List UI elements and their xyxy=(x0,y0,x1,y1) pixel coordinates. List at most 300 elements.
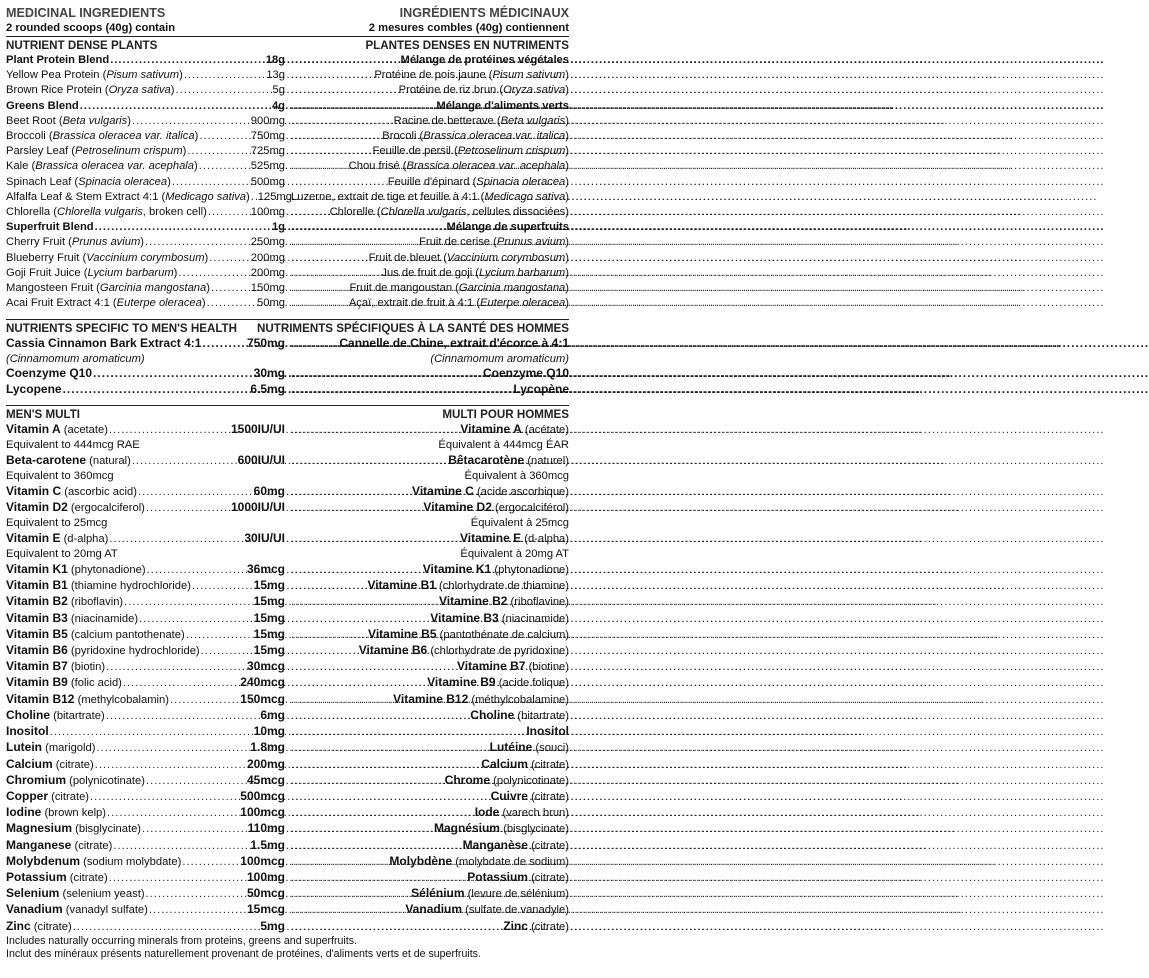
nutrient-bold-name: Zinc xyxy=(503,918,528,933)
ingredient-name xyxy=(6,296,206,311)
multi-fr-column xyxy=(290,422,569,935)
multi-row-fr xyxy=(290,902,569,918)
leader-dots xyxy=(291,220,446,235)
ingredient-common-name: Broccoli ( xyxy=(6,130,53,143)
leader-dots xyxy=(142,822,247,837)
multi-row-fr xyxy=(290,531,569,547)
nutrient-name xyxy=(470,708,569,724)
leader-dots xyxy=(209,251,250,266)
ingredient-name xyxy=(349,296,569,311)
leader-dots xyxy=(284,190,290,205)
multi-row-en xyxy=(6,659,285,675)
ingredient-name xyxy=(6,129,198,144)
plant-row-fr xyxy=(290,190,569,205)
leader-dots xyxy=(291,266,380,281)
nutrient-bold-name: Inositol xyxy=(526,724,569,739)
nutrient-form: (bisglycinate) xyxy=(499,823,569,836)
nutrient-name xyxy=(393,692,569,708)
leader-dots xyxy=(291,887,410,902)
leader-dots xyxy=(182,855,239,870)
nutrient-form: (citrate) xyxy=(48,790,90,803)
nutrient-bold-name: Vitamine D2 xyxy=(423,500,492,515)
multi-row-en xyxy=(6,453,285,469)
nutrient-amount: 100mg xyxy=(246,869,285,884)
multi-row-en xyxy=(6,773,285,789)
multi-row-fr xyxy=(290,773,569,789)
nutrient-bold-name: Sélénium xyxy=(411,886,465,901)
nutrient-equivalent: Equivalent to 444mcg RAE xyxy=(6,439,140,452)
nutrient-name xyxy=(457,659,569,675)
nutrient-equivalent: Equivalent to 20mg AT xyxy=(6,548,118,561)
nutrient-form: (molybdate de sodium) xyxy=(452,855,569,868)
nutrient-name xyxy=(6,854,181,870)
ingredient-common-name: Brown Rice Protein ( xyxy=(6,84,109,97)
nutrient-name xyxy=(6,870,108,886)
leader-dots xyxy=(291,83,398,98)
nutrient-amount: 1500IU/UI xyxy=(230,421,285,436)
multi-row-fr xyxy=(290,740,569,756)
leader-dots xyxy=(291,454,447,469)
plant-row-en xyxy=(6,175,285,190)
ingredient-latin-name: Prunus avium xyxy=(71,236,141,249)
multi-row-fr xyxy=(290,611,569,627)
ingredient-latin-name: Brassica oleracea var. italica xyxy=(52,130,195,143)
nutrient-bold-name: Inositol xyxy=(6,724,49,739)
ingredient-name xyxy=(374,68,569,83)
nutrient-name xyxy=(6,886,145,902)
nutrient-bold-name: Vitamine C xyxy=(412,483,474,498)
nutrient-bold-name: Molybdène xyxy=(389,853,453,868)
nutrient-form: (phytonadione) xyxy=(491,564,569,577)
multi-row-en xyxy=(6,740,285,756)
ingredient-name-close: ) xyxy=(140,236,145,249)
nutrient-name xyxy=(6,484,137,500)
ingredient-latin-name: Brassica oleracea var. acephala xyxy=(35,160,195,173)
ingredient-latin-name: Euterpe oleracea xyxy=(116,297,202,310)
nutrient-bold-name: Vitamin B6 xyxy=(6,643,68,658)
nutrient-bold-name: Manganèse xyxy=(462,837,528,852)
multi-row-en xyxy=(6,805,285,821)
nutrient-bold-name: Iode xyxy=(474,805,500,820)
nutrient-name xyxy=(6,659,105,675)
fr-title: INGRÉDIENTS MÉDICINAUX xyxy=(399,6,569,20)
ingredient-latin-name: Pisum sativum xyxy=(106,69,180,82)
nutrient-name xyxy=(427,675,569,691)
multi-row-en xyxy=(6,562,285,578)
ingredient-name xyxy=(394,114,569,129)
ingredient-common-name: Yellow Pea Protein ( xyxy=(6,69,107,82)
ingredient-common-name: Acai Fruit Extract 4:1 ( xyxy=(6,297,117,310)
leader-dots xyxy=(95,758,246,773)
mens-health-en-column xyxy=(6,336,285,396)
ingredient-name-close: ) xyxy=(565,190,569,203)
nutrient-name xyxy=(439,594,569,610)
leader-dots xyxy=(192,579,253,594)
ingredient-amount: 125mg xyxy=(257,190,292,203)
leader-dots xyxy=(291,532,459,547)
ingredient-common-name: Fruit de cerise ( xyxy=(419,236,497,249)
ingredient-name xyxy=(447,220,569,235)
leader-dots xyxy=(291,296,348,311)
nutrient-amount: 30IU/UI xyxy=(244,531,285,546)
nutrient-name xyxy=(6,611,138,627)
leader-dots xyxy=(199,159,250,174)
leader-dots xyxy=(291,175,387,190)
nutrient-bold-name: Lutéine xyxy=(489,740,533,755)
leader-dots xyxy=(80,99,271,114)
leader-dots xyxy=(149,903,246,918)
nutrient-bold-name: Vitamine B5 xyxy=(368,626,437,641)
nutrient-form: (chlorhydrate de thiamine) xyxy=(435,580,569,593)
ingredient-common-name: Protéine de riz brun ( xyxy=(398,84,504,97)
nutrient-form: (citrate) xyxy=(527,758,569,771)
nutrient-name xyxy=(367,578,569,594)
nutrient-form: (sodium molybdate) xyxy=(80,855,182,868)
nutrient-name xyxy=(475,805,569,821)
ingredient-latin-name: Beta vulgaris xyxy=(500,114,566,127)
ingredient-latin-name: Spinacia oleracea xyxy=(476,175,566,188)
nutrient-bold-name: Vitamin E xyxy=(6,531,61,546)
nutrient-form: (bitartrate) xyxy=(50,709,105,722)
plant-row-fr xyxy=(290,129,569,144)
multi-row-en xyxy=(6,870,285,886)
multi-heading xyxy=(6,407,569,422)
multi-row-fr xyxy=(290,870,569,886)
leader-dots xyxy=(109,532,243,547)
ingredient-name xyxy=(6,144,186,159)
leader-dots xyxy=(291,709,469,724)
nutrient-amount: 10mg xyxy=(253,724,285,739)
nutrient-form: (ergocalciferol) xyxy=(67,502,145,515)
nutrient-name xyxy=(6,805,106,821)
leader-dots xyxy=(291,903,404,918)
plants-en-column xyxy=(6,53,292,311)
nutrient-form: (varech brun) xyxy=(499,807,569,820)
nutrient-form: (polynicotinate) xyxy=(66,774,145,787)
leader-dots xyxy=(291,99,435,114)
ingredient-latin-name: Beta vulgaris xyxy=(62,114,128,127)
nutrient-name xyxy=(481,757,569,773)
nutrient-bold-name: Vitamin B12 xyxy=(6,691,75,706)
ingredient-name xyxy=(373,144,569,159)
nutrient-amount: 240mcg xyxy=(240,675,285,690)
divider xyxy=(6,405,569,406)
ingredient-latin-name: Vaccinium corymbosum xyxy=(446,251,566,264)
mens-health-table xyxy=(6,336,569,396)
ingredient-latin-name: Oryza sativa xyxy=(503,84,566,97)
nutrient-amount: 50mcg xyxy=(246,886,285,901)
leader-dots xyxy=(145,235,250,250)
leader-dots xyxy=(138,485,253,500)
plant-row-en xyxy=(6,99,285,114)
nutrient-form: (bitartrate) xyxy=(514,709,569,722)
nutrient-form: (methylcobalamin) xyxy=(74,693,169,706)
nutrient-form: (acetate) xyxy=(60,423,108,436)
ingredient-common-name: Mélange de superfruits xyxy=(446,221,569,234)
plant-row-fr xyxy=(290,175,569,190)
ingredient-latin-name: Vaccinium corymbosum xyxy=(86,251,205,264)
multi-row-en xyxy=(6,422,285,438)
nutrient-name xyxy=(491,789,569,805)
leader-dots xyxy=(291,612,429,627)
plant-row-fr xyxy=(290,144,569,159)
nutrient-name xyxy=(526,724,569,740)
ingredient-common-name: Superfruit Blend xyxy=(6,221,94,234)
mens-health-heading xyxy=(6,321,569,336)
nutrient-bold-name: Bêtacarotène xyxy=(448,452,525,467)
nutrient-name xyxy=(6,643,200,659)
nutrient-name xyxy=(490,740,569,756)
ingredient-name-close: ) xyxy=(194,130,199,143)
nutrient-name xyxy=(6,562,146,578)
nutrient-name xyxy=(6,789,89,805)
nutrient-name xyxy=(6,422,108,438)
nutrient-name xyxy=(6,838,112,854)
divider xyxy=(6,36,569,37)
nutrient-amount: 15mg xyxy=(253,594,285,609)
plant-row-en xyxy=(6,296,285,311)
nutrient-amount: 100mcg xyxy=(240,853,285,868)
cinnamon-latin-fr: (Cinnamomum aromaticum) xyxy=(430,352,569,365)
ingredient-latin-name: Garcinia mangostana xyxy=(458,282,566,295)
nutrient-form: (citrate) xyxy=(527,871,569,884)
plants-table xyxy=(6,53,569,311)
ingredient-name-close: ) xyxy=(206,282,210,295)
nutrient-form: (citrate) xyxy=(527,920,569,933)
nutrient-bold-name: Vitamine B7 xyxy=(456,659,526,674)
nutrient-bold-name: Molybdenum xyxy=(6,853,80,868)
ingredient-latin-name: Brassica oleracea var. italica xyxy=(423,130,566,143)
leader-dots xyxy=(199,129,249,144)
ingredient-latin-name: Garcinia mangostana xyxy=(99,282,207,295)
ingredient-name xyxy=(6,235,144,250)
multi-row-en xyxy=(6,757,285,773)
leader-dots xyxy=(291,68,373,83)
nutrient-form: (phytonadione) xyxy=(67,564,146,577)
plant-row-en xyxy=(6,159,285,174)
ingredient-name xyxy=(6,220,94,235)
coq10-row-fr: ..... Coenzyme Q10 xyxy=(290,366,569,381)
ingredient-common-name: Luzerne, extrait de tige et feuille à 4:1 ( xyxy=(291,190,485,203)
leader-dots xyxy=(291,144,372,159)
nutrient-name xyxy=(412,484,569,500)
plant-row-en xyxy=(6,53,285,68)
ingredient-latin-name: Medicago sativa xyxy=(484,190,566,203)
en-serving: 2 rounded scoops (40g) contain xyxy=(6,22,176,34)
ingredient-amount: 1g xyxy=(271,221,285,234)
leader-dots xyxy=(291,839,462,854)
ingredient-common-name: Blueberry Fruit ( xyxy=(6,251,87,264)
leader-dots xyxy=(139,612,253,627)
nutrient-bold-name: Vitamin B9 xyxy=(6,675,68,690)
leader-dots xyxy=(291,114,393,129)
nutrient-bold-name: Vanadium xyxy=(6,902,63,917)
ingredient-name xyxy=(399,83,569,98)
nutrient-amount: 45mcg xyxy=(246,772,285,787)
multi-row-en xyxy=(6,821,285,837)
nutrient-bold-name: Manganese xyxy=(6,837,72,852)
leader-dots xyxy=(170,693,239,708)
multi-en-column xyxy=(6,422,285,935)
leader-dots xyxy=(291,205,329,220)
plant-row-en xyxy=(6,281,285,296)
leader-dots xyxy=(211,281,250,296)
nutrient-bold-name: Vitamin B7 xyxy=(6,659,68,674)
ingredient-name xyxy=(6,68,183,83)
ingredient-amount: 500mg xyxy=(250,175,285,188)
multi-row-fr xyxy=(290,692,569,708)
ingredient-name-close: ) xyxy=(565,251,569,264)
ingredient-name xyxy=(349,281,569,296)
nutrient-name xyxy=(6,531,108,547)
ingredient-name xyxy=(6,83,175,98)
ingredient-amount: 200mg xyxy=(250,251,285,264)
nutrient-form: (riboflavine) xyxy=(507,596,569,609)
nutrient-form: (acide folique) xyxy=(495,677,569,690)
multi-row-en xyxy=(6,886,285,902)
ingredient-name-close: ) xyxy=(204,251,209,264)
ingredient-amount: 50mg xyxy=(257,297,285,310)
ingredient-latin-name: Chlorella vulgaris xyxy=(56,206,143,219)
leader-dots xyxy=(208,205,250,220)
multi-row-fr xyxy=(290,886,569,902)
nutrient-bold-name: Cuivre xyxy=(490,788,528,803)
nutrient-bold-name: Lutein xyxy=(6,740,42,755)
coq10-row-en: Coenzyme Q10 ..... 30mg xyxy=(6,366,285,381)
nutrient-name xyxy=(359,643,569,659)
nutrient-form: (naturel) xyxy=(524,454,569,467)
leader-dots xyxy=(123,676,239,691)
multi-row-en xyxy=(6,627,285,643)
plant-row-en xyxy=(6,83,285,98)
leader-dots xyxy=(186,628,253,643)
nutrient-bold-name: Vitamin B2 xyxy=(6,594,68,609)
multi-row-en xyxy=(6,789,285,805)
nutrient-name xyxy=(6,773,145,789)
multi-row-fr xyxy=(290,821,569,837)
multi-table xyxy=(6,422,569,935)
ingredient-name-close: ) xyxy=(246,190,250,203)
nutrient-bold-name: Iodine xyxy=(6,805,42,820)
plant-row-en xyxy=(6,251,285,266)
mens-health-fr-column xyxy=(290,336,569,396)
ingredient-common-name: Goji Fruit Juice ( xyxy=(6,266,88,279)
nutrient-bold-name: Chromium xyxy=(6,772,66,787)
nutrient-bold-name: Magnesium xyxy=(6,821,73,836)
ingredient-latin-name: Euterpe oleracea xyxy=(480,297,566,310)
multi-row-en xyxy=(6,675,285,691)
ingredient-name-close: ) xyxy=(167,175,171,188)
ingredient-name-close: ) xyxy=(565,145,569,158)
multi-row-en xyxy=(6,902,285,918)
nutrient-form: (biotine) xyxy=(525,661,569,674)
nutrient-name xyxy=(445,773,569,789)
nutrient-amount: 5mg xyxy=(260,918,285,933)
ingredient-name xyxy=(6,114,131,129)
multi-row-en xyxy=(6,643,285,659)
plant-row-fr xyxy=(290,114,569,129)
ingredient-label xyxy=(6,6,569,961)
nutrient-name xyxy=(6,453,131,469)
nutrient-name xyxy=(467,870,569,886)
ingredient-name xyxy=(401,53,570,68)
ingredient-name-close: ) xyxy=(182,145,187,158)
leader-dots xyxy=(291,501,422,516)
nutrient-name xyxy=(6,919,72,935)
nutrient-name xyxy=(6,724,49,740)
nutrient-amount: 15mg xyxy=(253,610,285,625)
nutrient-bold-name: Vitamine B3 xyxy=(430,610,499,625)
nutrient-form: (riboflavin) xyxy=(67,596,124,609)
nutrient-amount: 150mcg xyxy=(240,691,285,706)
leader-dots xyxy=(291,423,459,438)
multi-row-en xyxy=(6,724,285,740)
nutrient-amount: 15mg xyxy=(253,643,285,658)
nutrient-bold-name: Potassium xyxy=(467,869,528,884)
nutrient-form: (acide ascorbique) xyxy=(473,485,569,498)
ingredient-name-close: ) xyxy=(565,84,569,97)
ingredient-name-close: ) xyxy=(173,266,178,279)
header-titles xyxy=(6,6,569,21)
leader-dots xyxy=(291,725,525,740)
multi-row-en xyxy=(6,854,285,870)
leader-dots xyxy=(291,485,411,500)
lycopene-row-en: Lycopene ..... 6.5mg xyxy=(6,382,285,397)
nutrient-form: (biotin) xyxy=(67,661,106,674)
multi-row-en xyxy=(6,708,285,724)
fr-serving: 2 mesures combles (40g) contiennent xyxy=(368,22,569,34)
nutrient-bold-name: Zinc xyxy=(6,918,31,933)
multi-row-fr xyxy=(290,708,569,724)
plant-row-fr xyxy=(290,159,569,174)
ingredient-name xyxy=(369,251,569,266)
nutrient-bold-name: Vitamine B1 xyxy=(367,578,436,593)
nutrient-form: (natural) xyxy=(86,454,131,467)
leader-dots xyxy=(110,53,265,68)
plant-row-en xyxy=(6,144,285,159)
mens-health-heading-fr: NUTRIMENTS SPÉCIFIQUES À LA SANTÉ DES HOMMES xyxy=(257,322,569,336)
ingredient-name-close: ) xyxy=(201,297,206,310)
ingredient-common-name: Jus de fruit de goji ( xyxy=(381,266,480,279)
leader-dots xyxy=(184,68,266,83)
leader-dots xyxy=(291,806,474,821)
ingredient-name xyxy=(381,266,569,281)
nutrient-bold-name: Vitamine E xyxy=(459,531,522,546)
nutrient-form: (polynicotinate) xyxy=(490,774,569,787)
multi-row-en xyxy=(6,838,285,854)
multi-row-fr xyxy=(290,484,569,500)
leader-dots xyxy=(251,190,257,205)
ingredient-common-name: Racine de betterave ( xyxy=(393,114,501,127)
plant-row-fr xyxy=(290,281,569,296)
multi-row-fr xyxy=(290,675,569,691)
multi-row-en xyxy=(6,611,285,627)
leader-dots xyxy=(146,774,246,789)
plant-row-en xyxy=(6,114,285,129)
nutrient-bold-name: Copper xyxy=(6,788,48,803)
leader-dots xyxy=(109,423,230,438)
nutrient-name xyxy=(423,500,569,516)
nutrient-name xyxy=(463,838,569,854)
nutrient-form: (citrate) xyxy=(527,790,569,803)
nutrient-name xyxy=(6,675,122,691)
nutrient-form: (souci) xyxy=(532,742,569,755)
nutrient-name xyxy=(503,919,569,935)
nutrient-name xyxy=(6,902,148,918)
nutrient-bold-name: Vitamine K1 xyxy=(422,562,492,577)
nutrient-amount: 15mcg xyxy=(246,902,285,917)
nutrient-amount: 100mcg xyxy=(240,805,285,820)
